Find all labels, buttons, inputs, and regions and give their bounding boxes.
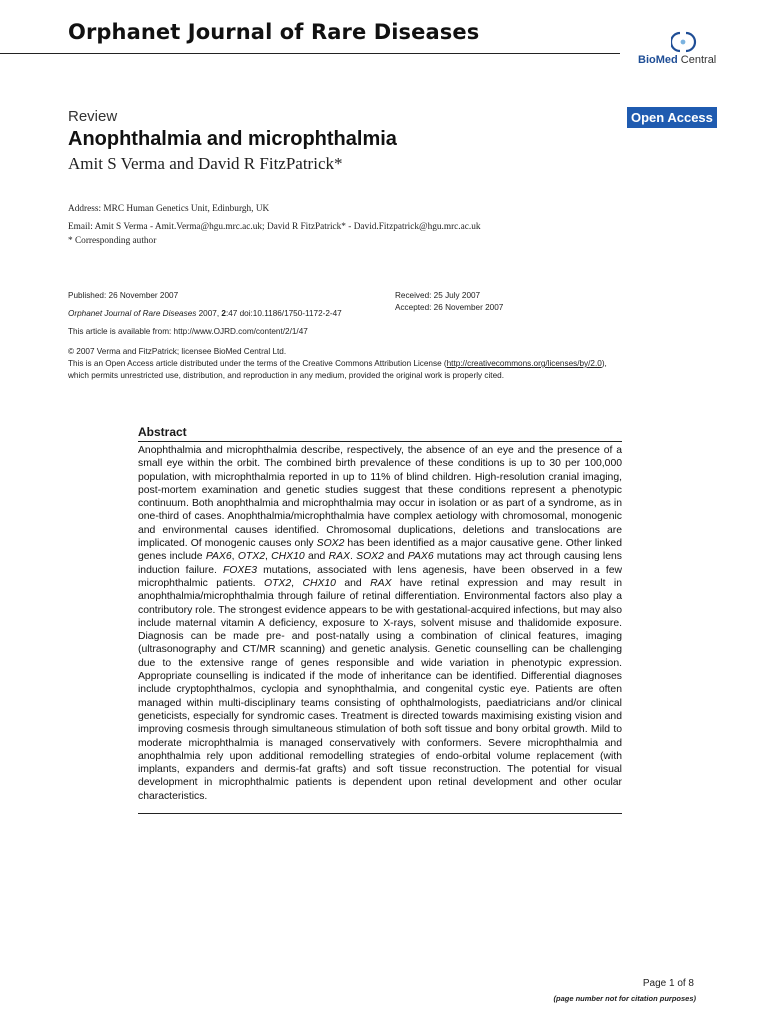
publisher-logo[interactable] bbox=[638, 30, 738, 70]
header-rule bbox=[0, 53, 620, 54]
citation-journal: Orphanet Journal of Rare Diseases bbox=[68, 309, 197, 318]
corresponding-author-note: * Corresponding author bbox=[68, 236, 157, 246]
license-line-1 bbox=[68, 359, 607, 368]
publisher-name-bold: BioMed bbox=[638, 54, 678, 66]
gene-name: SOX2 bbox=[316, 538, 345, 550]
license-line-2: which permits unrestricted use, distribution, and reproduction in any medium, provided the original work is properly cited. bbox=[68, 371, 504, 380]
address: Address: MRC Human Genetics Unit, Edinburgh, UK bbox=[68, 204, 270, 214]
published-date: Published: 26 November 2007 bbox=[68, 291, 179, 300]
abstract-section bbox=[138, 425, 622, 814]
accepted-date: Accepted: 26 November 2007 bbox=[395, 303, 504, 312]
citation-pages-doi: :47 doi:10.1186/1750-1172-2-47 bbox=[225, 309, 342, 318]
license-text-pre: This is an Open Access article distributed under the terms of the Creative Commons Attribution License ( bbox=[68, 359, 447, 368]
gene-name: RAX bbox=[370, 577, 392, 589]
page-number: Page 1 of 8 bbox=[642, 978, 694, 989]
abstract-text: and bbox=[383, 551, 408, 563]
citation-year: 2007, bbox=[196, 309, 222, 318]
publisher-name-rest: Central bbox=[677, 54, 717, 66]
article-title: Anophthalmia and microphthalmia bbox=[68, 128, 397, 150]
abstract-text: and bbox=[335, 577, 371, 589]
gene-name: OTX2 bbox=[237, 551, 265, 563]
abstract-text: Anophthalmia and microphthalmia describe, respectively, the absence of an eye and the presence of a small eye within the orbit. The combined birth prevalence of these conditions is up to 30 per 100,000 population, with microphthalmia reported in up to 11% of blind children. High-resolution cranial imaging, post-mortem examination and genetic studies suggest that these conditions represent a phenotypic continuum. Both anophthalmia and microphthalmia may occur in isolation or as part of a syndrome, as in one-third of cases. Anophthalmia/microphthalmia have complex aetiology with chromosomal, monogenic and environmental causes identified. Chromosomal duplications, deletions and translocations are implicated. Of monogenic causes only bbox=[138, 445, 622, 550]
article-url[interactable]: This article is available from: http://www.OJRD.com/content/2/1/47 bbox=[68, 327, 308, 336]
abstract-text: has been identified as a major causative gene. Other linked genes include bbox=[138, 538, 622, 563]
page-number-note: (page number not for citation purposes) bbox=[553, 994, 696, 1003]
article-type: Review bbox=[68, 108, 118, 125]
gene-name: PAX6 bbox=[205, 551, 232, 563]
citation bbox=[68, 309, 342, 318]
gene-name: OTX2 bbox=[264, 577, 292, 589]
abstract-body bbox=[138, 444, 622, 814]
gene-name: FOXE3 bbox=[222, 564, 258, 576]
license-text-post: ), bbox=[601, 359, 607, 368]
abstract-text: , bbox=[264, 551, 272, 563]
publisher-name bbox=[638, 54, 716, 66]
abstract-text: mutations may act through causing lens induction failure. bbox=[138, 551, 622, 576]
abstract-heading: Abstract bbox=[138, 425, 622, 442]
journal-title: Orphanet Journal of Rare Diseases bbox=[68, 20, 480, 44]
abstract-text: , bbox=[231, 551, 238, 563]
authors: Amit S Verma and David R FitzPatrick* bbox=[68, 154, 343, 173]
gene-name: RAX bbox=[328, 551, 350, 563]
gene-name: CHX10 bbox=[271, 551, 305, 563]
citation-volume: 2 bbox=[221, 309, 226, 318]
email: Email: Amit S Verma - Amit.Verma@hgu.mrc.ac.uk; David R FitzPatrick* - David.Fitzpatrick@hgu.mrc.ac.uk bbox=[68, 222, 481, 232]
copyright: © 2007 Verma and FitzPatrick; licensee BioMed Central Ltd. bbox=[68, 347, 287, 356]
gene-name: PAX6 bbox=[407, 551, 434, 563]
license-link[interactable]: http://creativecommons.org/licenses/by/2.0 bbox=[446, 359, 602, 368]
open-access-badge[interactable]: Open Access bbox=[627, 107, 717, 128]
received-date: Received: 25 July 2007 bbox=[395, 291, 481, 300]
abstract-text: and bbox=[304, 551, 329, 563]
abstract-text: have retinal expression and may result in anophthalmia/microphthalmia through failure of retinal differentiation. Environmental factors also play a contributory role. The strongest evidence appears to be with gestational-acquired infections, but may also include maternal vitamin A deficiency, exposure to X-rays, solvent misuse and thalidomide exposure. Diagnosis can be made pre- and post-natally using a combination of clinical features, imaging (ultrasonography and CT/MR scanning) and genetic analysis. Genetic counselling can be challenging due to the extensive range of genes responsible and wide variation in phenotypic expression. Appropriate counselling is indicated if the mode of inheritance can be identified. Differential diagnoses include cryptophthalmos, cyclopia and synophthalmia, and congenital cystic eye. Patients are often managed within multi-disciplinary teams consisting of ophthalmologists, paediatricians and/or clinical geneticists, especially for syndromic cases. Treatment is directed towards maximising existing vision and improving cosmesis through simultaneous stimulation of both soft tissue and bony orbital growth. Mild to moderate microphthalmia is managed conservatively with conformers. Severe microphthalmia and anophthalmia rely upon additional remodelling strategies of endo-orbital volume replacement (with implants, expanders and dermis-fat grafts) and soft tissue reconstruction. The potential for visual development in microphthalmic patients is dependent upon retinal development and other ocular characteristics. bbox=[138, 577, 623, 802]
abstract-text: . bbox=[349, 551, 357, 563]
gene-name: SOX2 bbox=[356, 551, 384, 563]
abstract-text: mutations, associated with lens agenesis, have been observed in a few microphthalmic patients. bbox=[138, 564, 622, 589]
biomed-central-logo-icon bbox=[671, 30, 697, 54]
abstract-text: , bbox=[291, 577, 303, 589]
gene-name: CHX10 bbox=[302, 577, 336, 589]
